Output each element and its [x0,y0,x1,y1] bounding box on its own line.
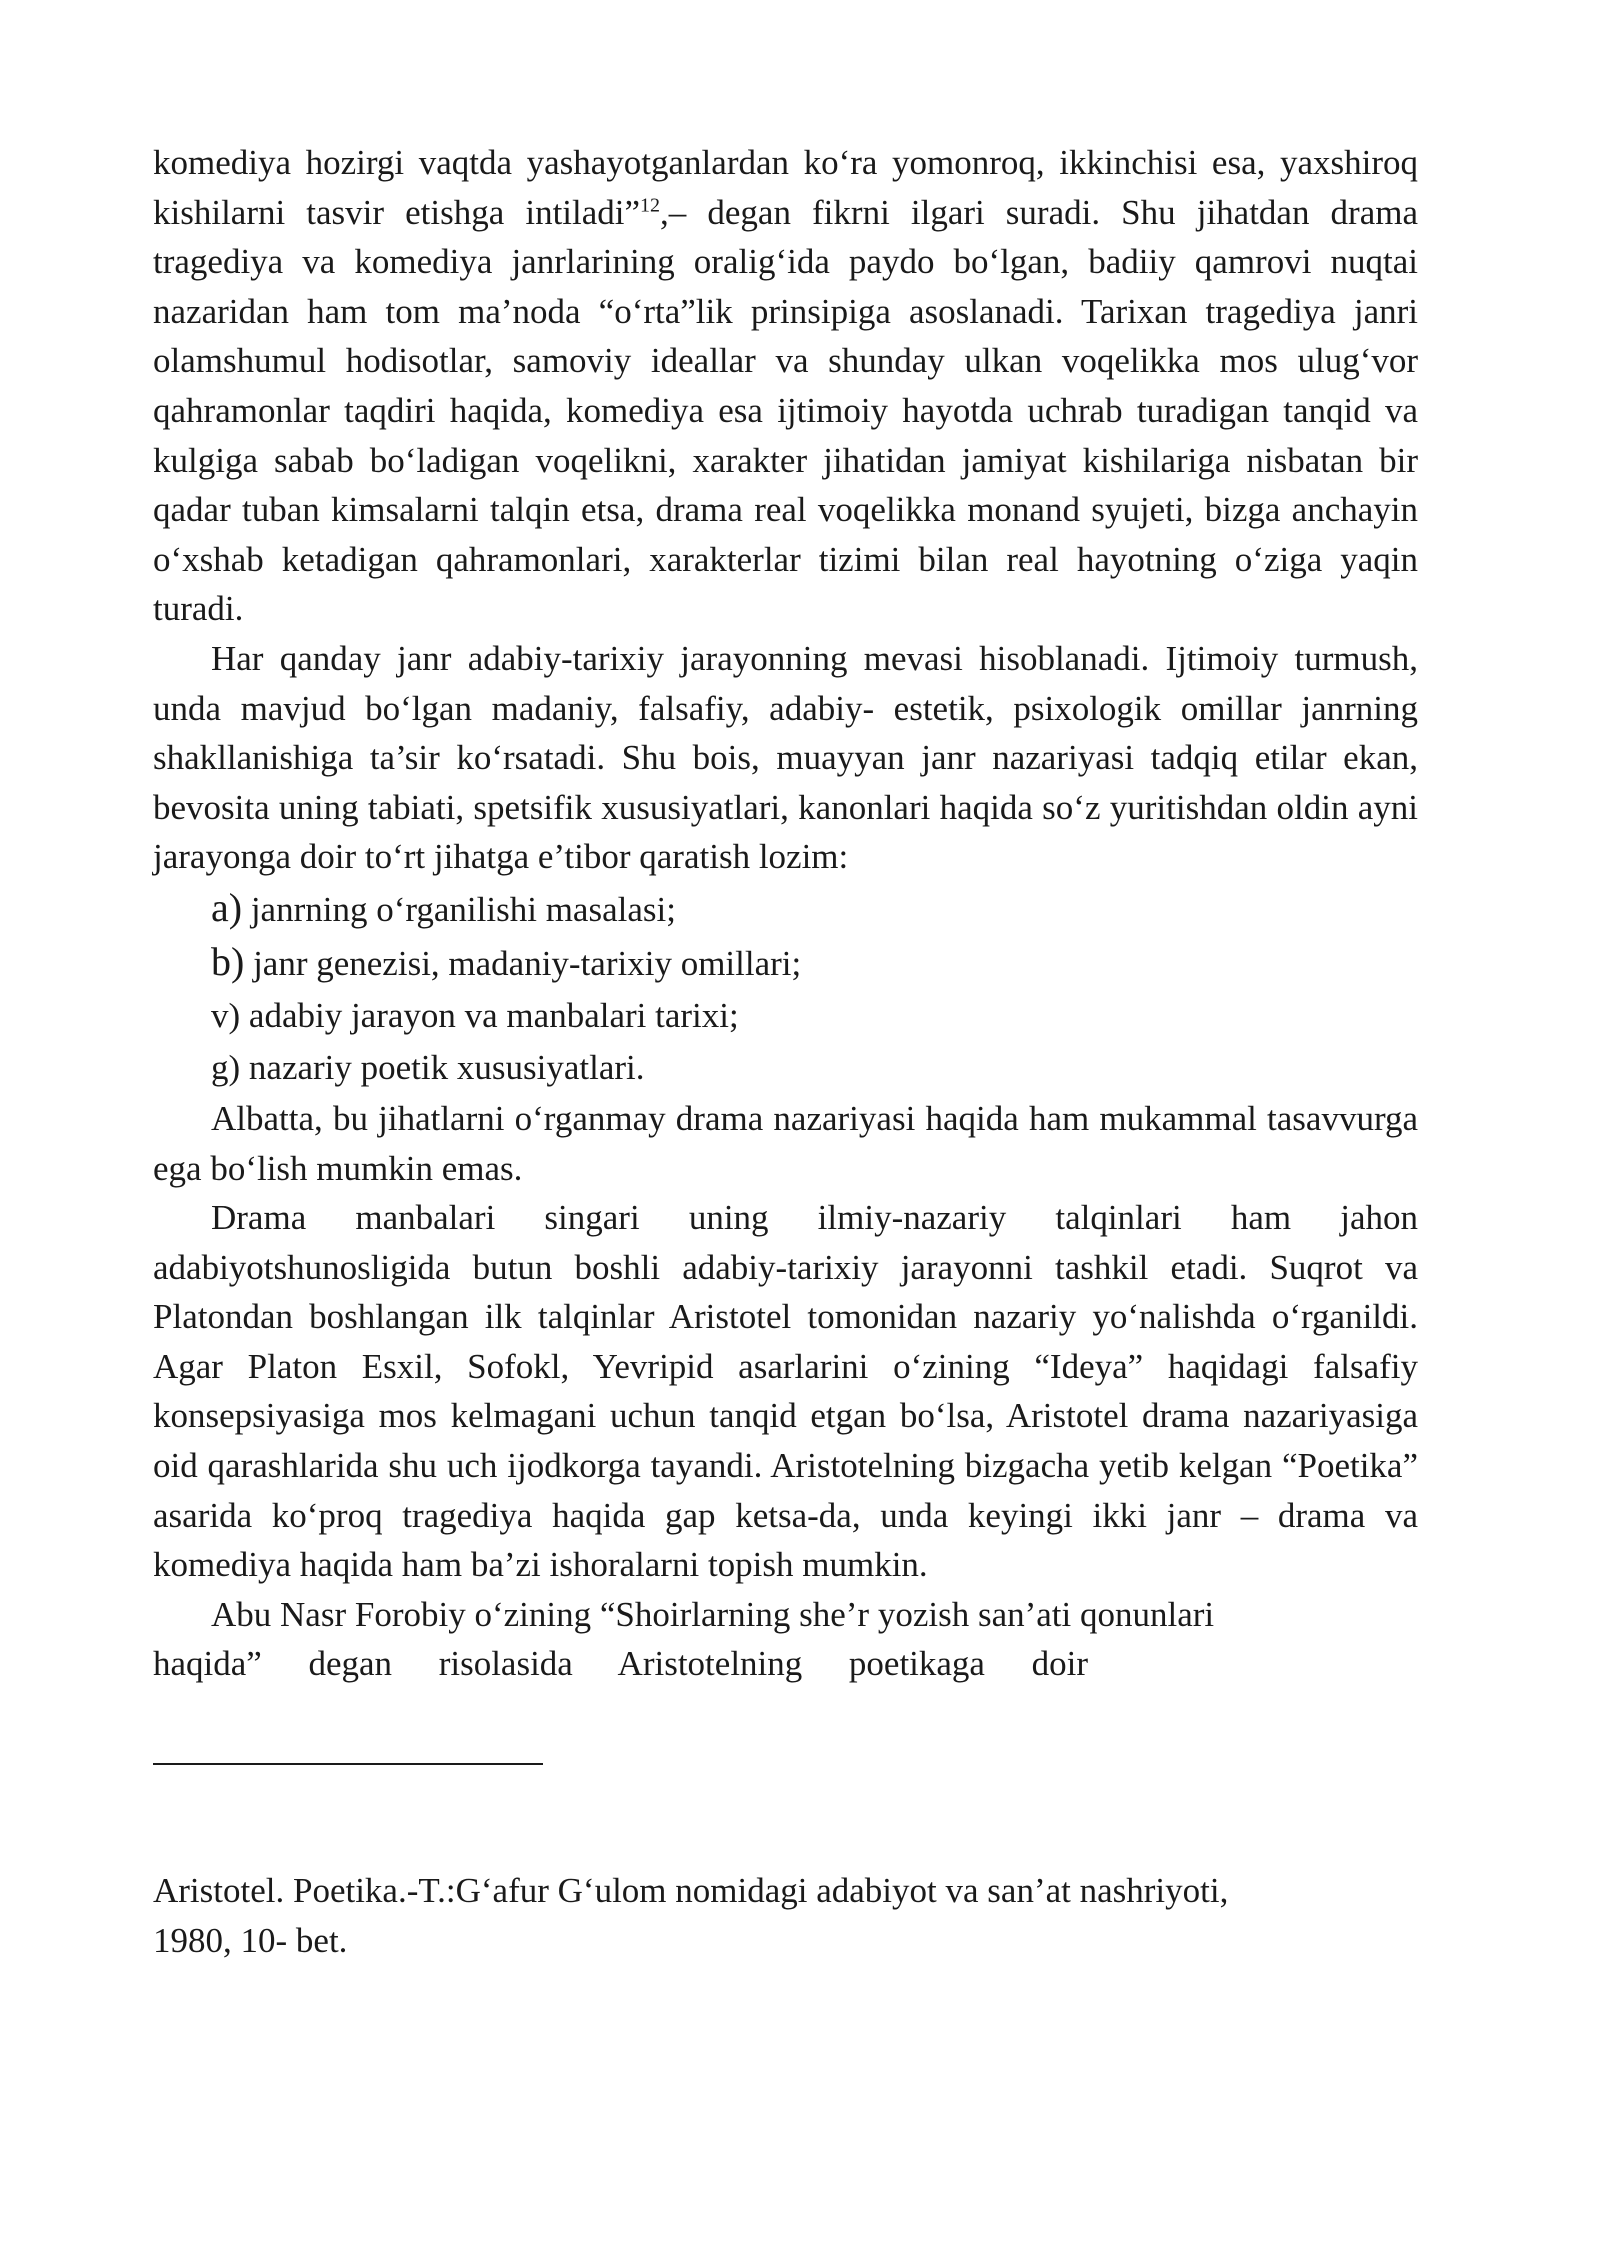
paragraph-1 [153,138,1418,634]
footnote-reference[interactable]: 12 [640,193,661,216]
footnote-line-2: 1980, 10- bet. [153,1921,348,1960]
paragraph-2: Har qanday janr adabiy-tarixiy jarayonning mevasi hisoblanadi. Ijtimoiy turmush, unda mavjud bo‘lgan madaniy, falsafiy, adabiy- estetik, psixologik omillar janrning shakllanishiga ta’sir ko‘rsatadi. Shu bois, muayyan janr nazariyasi tadqiq etilar ekan, bevosita uning tabiati, spetsifik xususiyatlari, kanonlari haqida so‘z yuritishdan oldin ayni jarayonga doir to‘rt jihatga e’tibor qaratish lozim: [153,638,1418,877]
list-item-text: janr genezisi, madaniy-tarixiy omillari; [244,943,802,983]
aspects-list [153,882,1418,1094]
list-marker: v) [211,995,241,1035]
list-item [153,990,1418,1042]
list-item [153,882,1418,936]
paragraph-1-text-a: komediya hozirgi vaqtda yashayotganlardan ko‘ra yomonroq, ikkinchisi esa, yaxshiroq kishilarni tasvir etishga intiladi” [153,143,1418,232]
list-item-text: janrning o‘rganilishi masalasi; [242,889,676,929]
list-item-text: adabiy jarayon va manbalari tarixi; [240,995,739,1035]
list-item [153,1042,1418,1094]
list-marker: a) [211,884,243,930]
footnote-separator [153,1763,543,1765]
paragraph-1-text-b: ,– degan fikrni ilgari suradi. Shu jihatdan drama tragediya va komediya janrlarining oralig‘ida paydo bo‘lgan, badiiy qamrovi nuqtai nazaridan ham tom ma’noda “o‘rta”lik prinsipiga asoslanadi. Tarixan tragediya janri olamshumul hodisotlar, samoviy ideallar va shunday ulkan voqelikka mos ulug‘vor qahramonlar taqdiri haqida, komediya esa ijtimoiy hayotda uchrab turadigan tanqid va kulgiga sabab bo‘ladigan voqelikni, xarakter jihatidan jamiyat kishilariga nisbatan bir qadar tuban kimsalarni talqin etsa, drama real voqelikka monand syujeti, bizga anchayin o‘xshab ketadigan qahramonlari, xarakterlar tizimi bilan real hayotning o‘ziga yaqin turadi. [153,192,1418,629]
paragraph-4: Drama manbalari singari uning ilmiy-nazariy talqinlari ham jahon adabiyotshunosligida butun boshli adabiy-tarixiy jarayonni tashkil etadi. Suqrot va Platondan boshlangan ilk talqinlar Aristotel tomonidan nazariy yo‘nalishda o‘rganildi. Agar Platon Esxil, Sofokl, Yevripid asarlarini o‘zining “Ideya” haqidagi falsafiy konsepsiyasiga mos kelmagani uchun tanqid etgan bo‘lsa, Aristotel drama nazariyasiga oid qarashlarida shu uch ijodkorga tayandi. Aristotelning bizgacha yetib kelgan “Poetika” asarida ko‘proq tragediya haqida gap ketsa-da, unda keyingi ikki janr – drama va komediya haqida ham ba’zi ishoralarni topish mumkin. [153,1198,1418,1585]
footnote [153,1866,1418,1966]
list-marker: g) [211,1047,241,1087]
footnote-line-1: Aristotel. Poetika.-T.:G‘afur G‘ulom nomidagi adabiyot va san’at nashriyoti, [153,1871,1229,1910]
paragraph-3: Albatta, bu jihatlarni o‘rganmay drama nazariyasi haqida ham mukammal tasavvurga ega bo‘lish mumkin emas. [153,1098,1418,1188]
paragraph-5 [153,1590,1418,1640]
paragraph-5-line-1: Abu Nasr Forobiy o‘zining “Shoirlarning she’r yozish san’ati qonunlari [211,1594,1215,1634]
paragraph-5-line-2: haqida” degan risolasida Aristotelning poetikaga doir [153,1644,1088,1684]
list-item-text: nazariy poetik xususiyatlari. [240,1047,645,1087]
list-item [153,936,1418,990]
list-marker: b) [211,938,245,984]
main-text [153,138,1418,1689]
